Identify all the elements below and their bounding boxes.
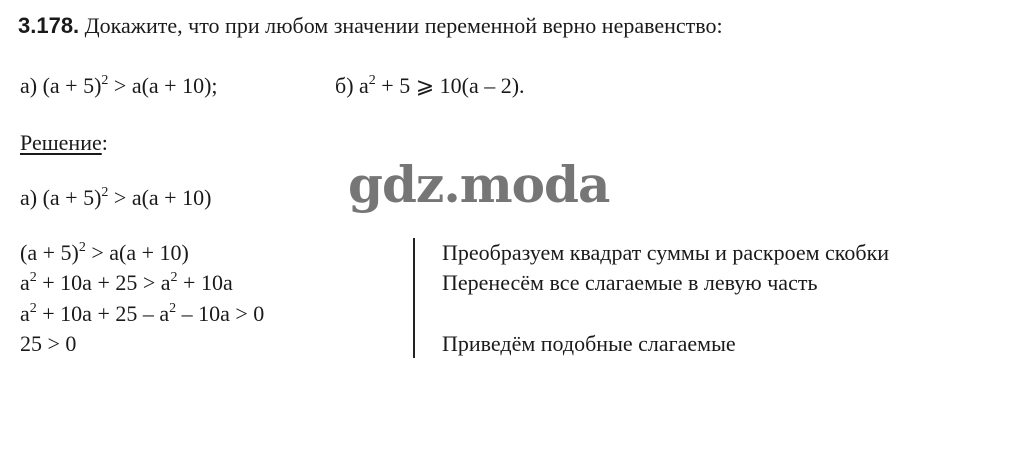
- task-b-exponent: 2: [368, 73, 376, 88]
- solution-step: [20, 270, 233, 296]
- step-comment: Преобразуем квадрат суммы и раскроем скобки: [442, 240, 890, 265]
- task-a-exponent: 2: [101, 73, 109, 88]
- step-3-part-1: a: [20, 301, 30, 326]
- watermark-logo: gdz.moda: [348, 155, 610, 214]
- solution-part-a-suffix: > a(a + 10): [108, 185, 212, 210]
- step-1-exp-1: 2: [78, 240, 86, 255]
- task-a: [20, 73, 218, 99]
- solution-heading-colon: :: [101, 130, 108, 155]
- task-b-suffix: + 5 ⩾ 10(a – 2).: [375, 73, 525, 98]
- step-2-part-2: + 10a + 25 > a: [36, 270, 171, 295]
- solution-part-a-exponent: 2: [101, 185, 109, 200]
- step-2-part-3: + 10a: [177, 270, 233, 295]
- solution-part-a: [20, 185, 211, 211]
- solution-step: [20, 331, 76, 357]
- solution-step: [20, 240, 189, 266]
- step-2-exp-1: 2: [29, 270, 37, 285]
- problem-statement: Докажите, что при любом значении переменной верно неравенство:: [84, 13, 723, 38]
- step-2-exp-2: 2: [170, 270, 178, 285]
- task-b-prefix: б) a: [335, 73, 369, 98]
- step-1-part-2: > a(a + 10): [85, 240, 189, 265]
- step-3-part-2: + 10a + 25 – a: [36, 301, 170, 326]
- step-2-part-1: a: [20, 270, 30, 295]
- step-comment: Приведём подобные слагаемые: [442, 331, 736, 356]
- step-3-exp-2: 2: [169, 301, 177, 316]
- solution-heading-text: Решение: [20, 130, 102, 155]
- solution-step: [20, 301, 264, 327]
- step-comment: Перенесём все слагаемые в левую часть: [442, 270, 818, 295]
- step-3-exp-1: 2: [29, 301, 37, 316]
- problem-number: 3.178.: [18, 13, 80, 38]
- column-divider: [413, 238, 415, 358]
- step-1-part-1: (a + 5): [20, 240, 79, 265]
- problem-header: [18, 13, 723, 39]
- step-3-part-3: – 10a > 0: [176, 301, 265, 326]
- step-4-part-1: 25 > 0: [20, 331, 77, 356]
- solution-heading: [20, 130, 108, 156]
- task-a-suffix: > a(a + 10);: [108, 73, 218, 98]
- task-b: [335, 73, 525, 99]
- task-a-prefix: а) (a + 5): [20, 73, 102, 98]
- solution-part-a-prefix: а) (a + 5): [20, 185, 102, 210]
